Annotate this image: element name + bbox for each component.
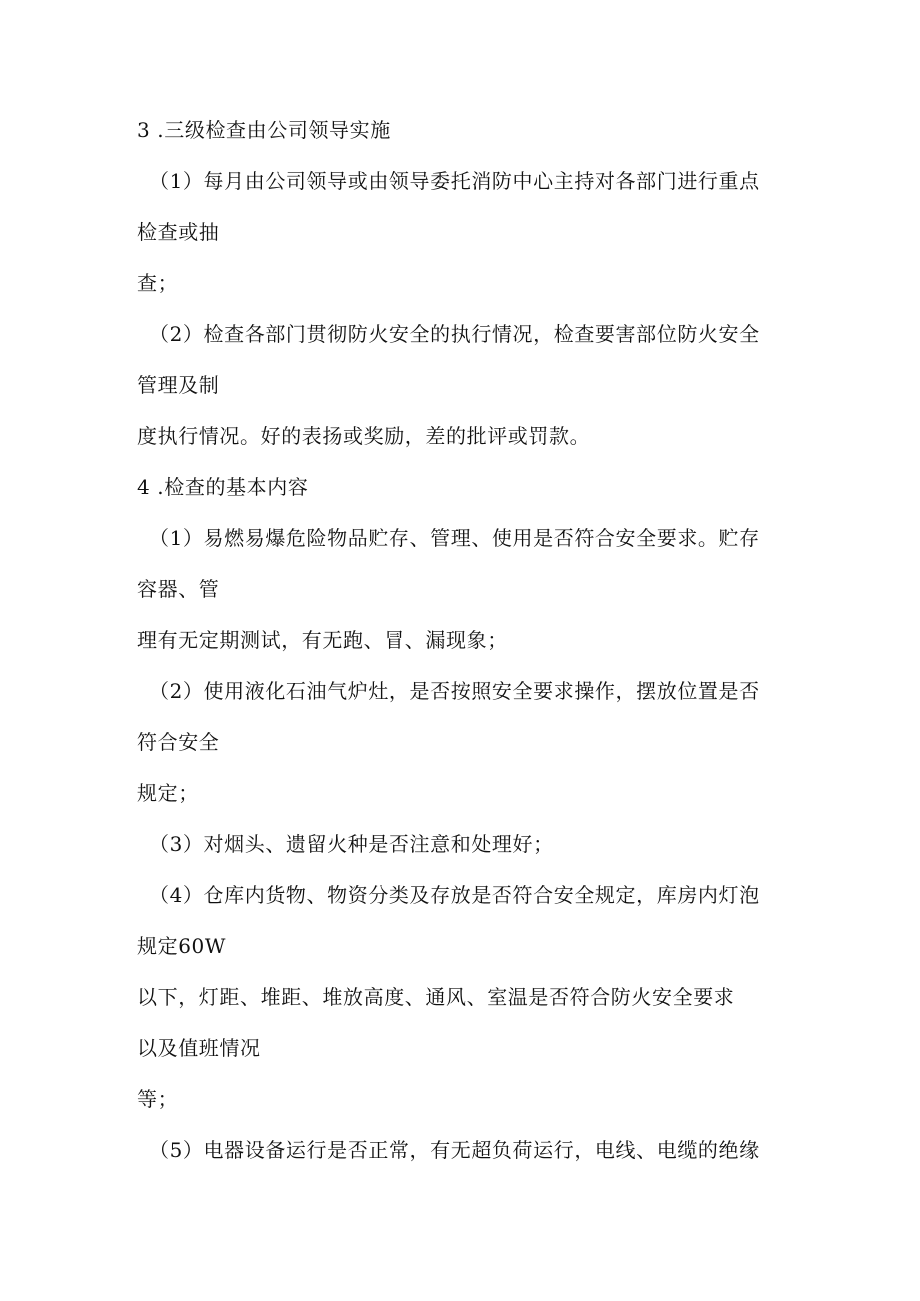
paragraph-line: 规定60W — [137, 934, 227, 958]
paragraph-line: 规定； — [137, 781, 199, 805]
paragraph-line: （2）检查各部门贯彻防火安全的执行情况，检查要害部位防火安全 — [149, 322, 760, 346]
paragraph-line: （1）每月由公司领导或由领导委托消防中心主持对各部门进行重点 — [149, 169, 760, 193]
paragraph-line: 检查或抽 — [137, 220, 220, 244]
section-heading-4: 4 .检查的基本内容 — [137, 475, 309, 499]
paragraph-line: （4）仓库内货物、物资分类及存放是否符合安全规定，库房内灯泡 — [149, 883, 760, 907]
paragraph-line: 等； — [137, 1087, 179, 1111]
paragraph-line: 查； — [137, 271, 179, 295]
paragraph-line: （2）使用液化石油气炉灶，是否按照安全要求操作，摆放位置是否 — [149, 679, 760, 703]
paragraph-line: （5）电器设备运行是否正常，有无超负荷运行，电线、电缆的绝缘 — [149, 1138, 760, 1162]
paragraph-line: 管理及制 — [137, 373, 220, 397]
paragraph-line: 以下，灯距、堆距、堆放高度、通风、室温是否符合防火安全要求 — [137, 985, 735, 1009]
paragraph-line: 度执行情况。好的表扬或奖励，差的批评或罚款。 — [137, 424, 591, 448]
paragraph-line: （3）对烟头、遗留火种是否注意和处理好； — [149, 832, 554, 856]
paragraph-line: 理有无定期测试，有无跑、冒、漏现象； — [137, 628, 508, 652]
section-heading-3: 3 .三级检查由公司领导实施 — [137, 118, 391, 142]
paragraph-line: （1）易燃易爆危险物品贮存、管理、使用是否符合安全要求。贮存 — [149, 526, 760, 550]
paragraph-line: 容器、管 — [137, 577, 220, 601]
paragraph-line: 符合安全 — [137, 730, 220, 754]
paragraph-line: 以及值班情况 — [137, 1036, 261, 1060]
